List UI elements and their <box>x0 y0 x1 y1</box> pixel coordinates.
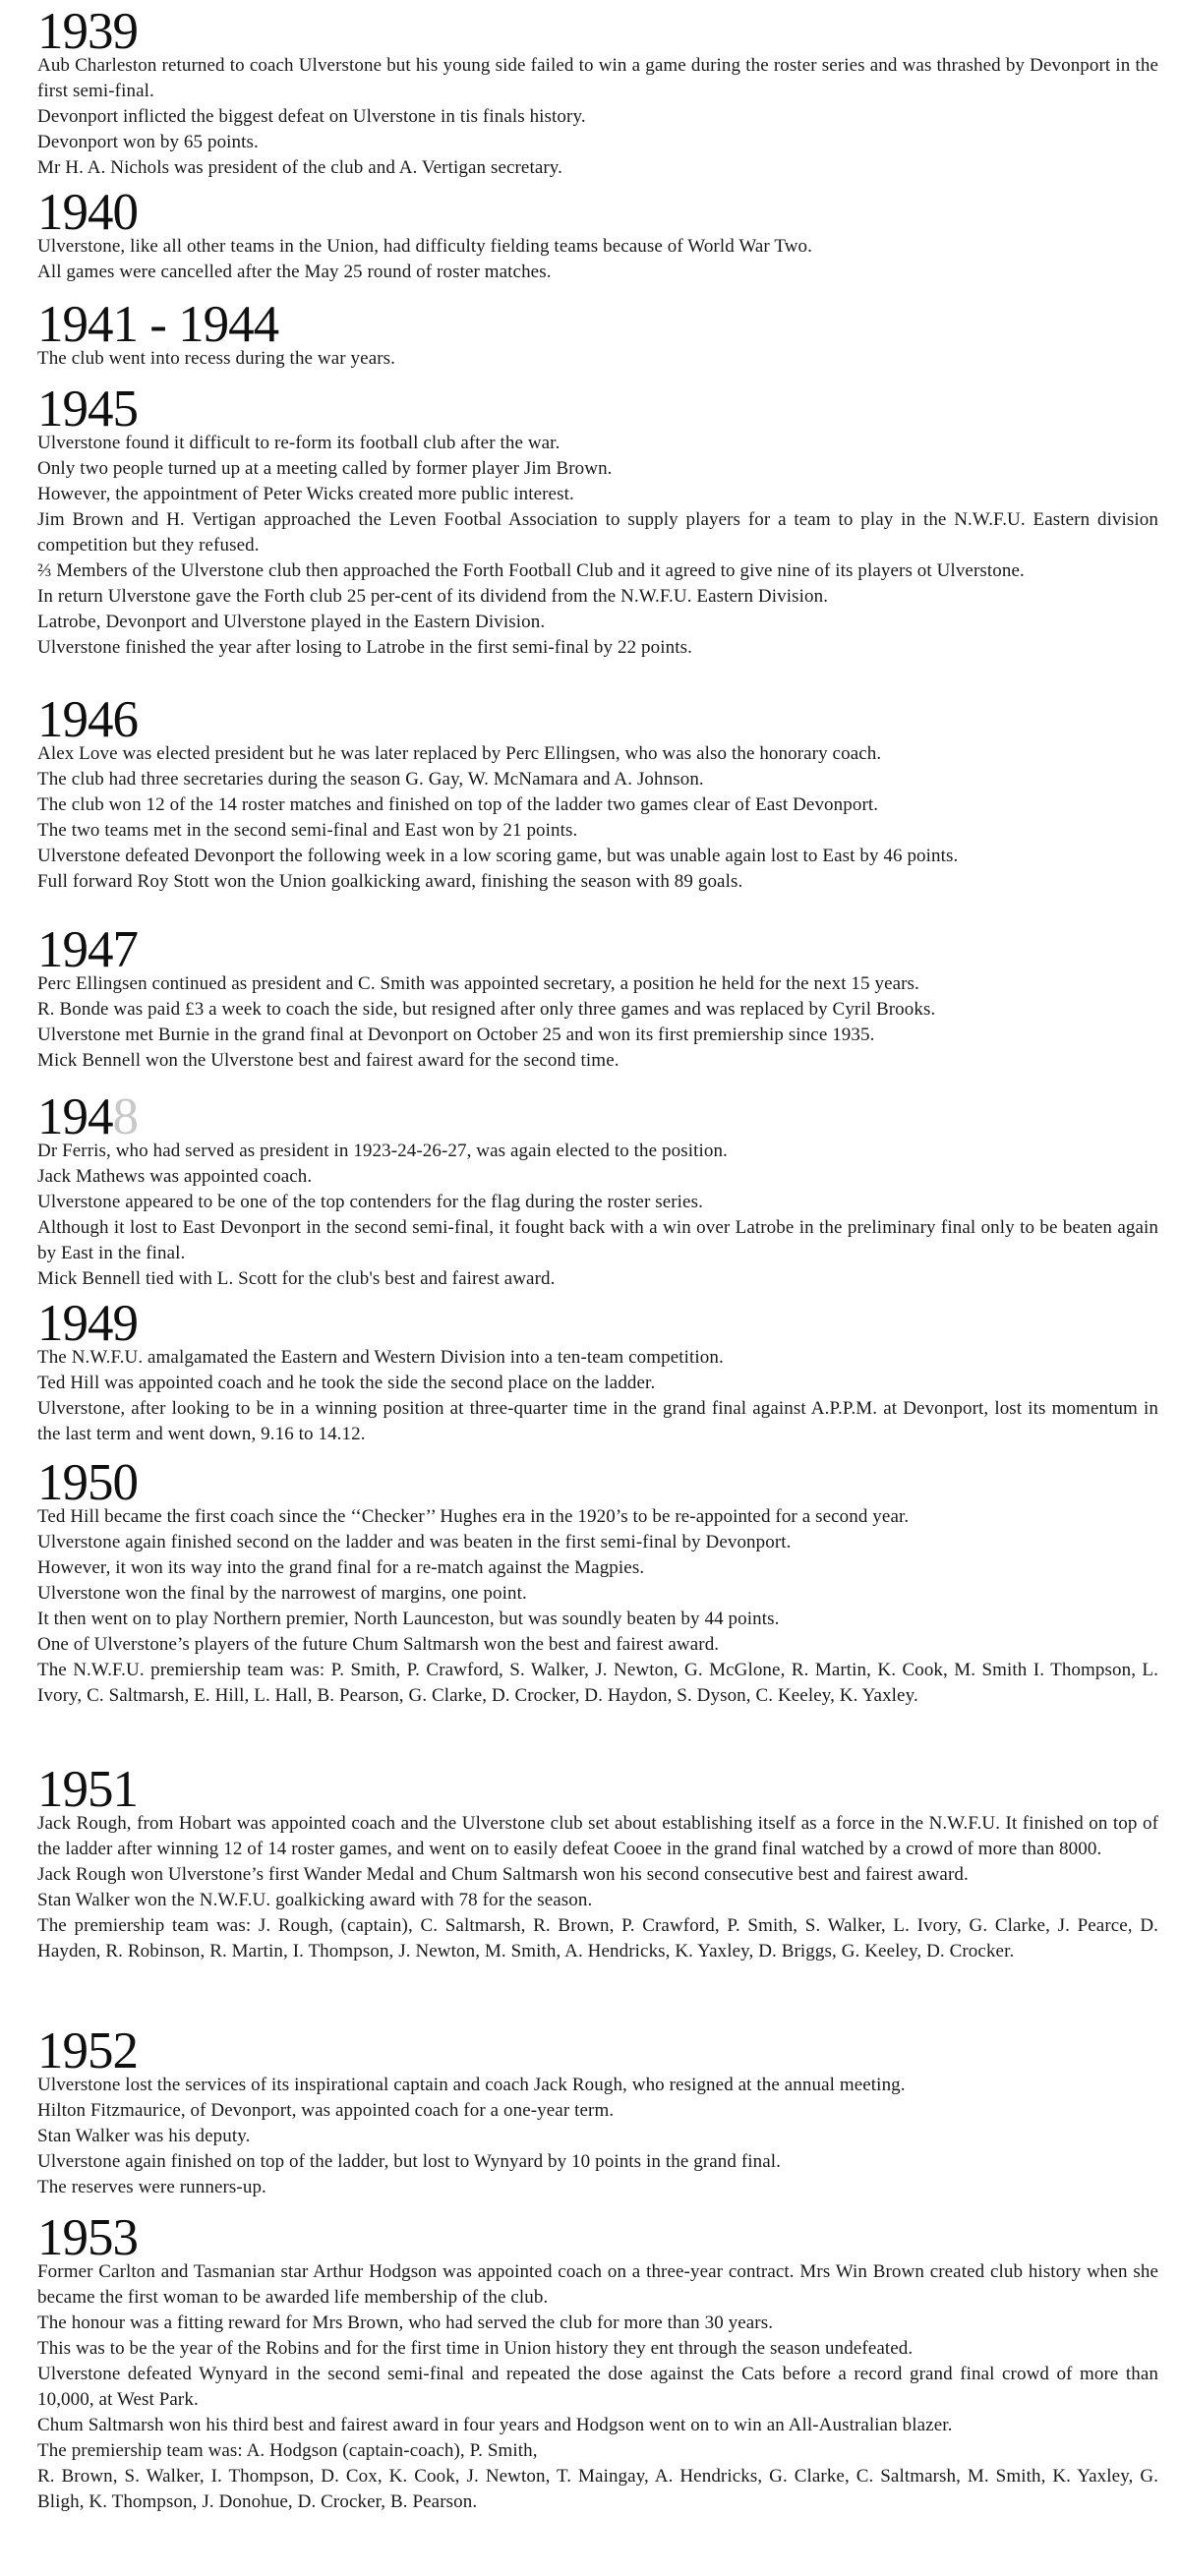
year-heading: 1952 <box>37 2022 138 2079</box>
paragraph: Hilton Fitzmaurice, of Devonport, was appointed coach for a one-year term. <box>37 2100 615 2121</box>
paragraph: It then went on to play Northern premier, North Launceston, but was soundly beaten by 44 points. <box>37 1609 780 1629</box>
paragraph: R. Brown, S. Walker, I. Thompson, D. Cox, K. Cook, J. Newton, T. Maingay, A. Hendricks, G. Clarke, C. Saltmarsh, M. Smith, K. Yaxley, G. Bligh, K. Thompson, J. Donohue, D. Crocker, B. Pearson. <box>37 2466 1158 2512</box>
year-heading: 1949 <box>37 1295 138 1352</box>
paragraph: Aub Charleston returned to coach Ulverstone but his young side failed to win a game during the roster series and was thrashed by Devonport in the first semi-final. <box>37 55 1158 101</box>
year-heading: 1946 <box>37 691 138 748</box>
year-heading: 1941 - 1944 <box>37 296 279 353</box>
section-1945 <box>37 381 1158 661</box>
paragraph: R. Bonde was paid £3 a week to coach the side, but resigned after only three games and was replaced by Cyril Brooks. <box>37 999 936 1020</box>
paragraph: Stan Walker was his deputy. <box>37 2126 251 2146</box>
paragraph: Former Carlton and Tasmanian star Arthur Hodgson was appointed coach on a three-year contract. Mrs Win Brown created club history when she became the first woman to be awarded life membership of the club. <box>37 2261 1158 2308</box>
year-heading-main: 194 <box>37 1088 113 1145</box>
paragraph: Ulverstone, like all other teams in the Union, had difficulty fielding teams because of World War Two. <box>37 236 812 257</box>
paragraph: This was to be the year of the Robins and for the first time in Union history they ent through the season undefeated. <box>37 2338 914 2359</box>
paragraph: The club went into recess during the war years. <box>37 348 395 369</box>
paragraph: Mick Bennell tied with L. Scott for the club's best and fairest award. <box>37 1268 556 1289</box>
paragraph: Full forward Roy Stott won the Union goalkicking award, finishing the season with 89 goals. <box>37 871 743 892</box>
year-heading: 1945 <box>37 381 138 438</box>
paragraph: Devonport inflicted the biggest defeat on Ulverstone in tis finals history. <box>37 106 586 127</box>
section-1939 <box>37 3 1158 181</box>
paragraph: Ulverstone lost the services of its inspirational captain and coach Jack Rough, who resigned at the annual meeting. <box>37 2075 906 2095</box>
section-1949 <box>37 1295 1158 1447</box>
paragraph: The N.W.F.U. premiership team was: P. Smith, P. Crawford, S. Walker, J. Newton, G. McGlone, R. Martin, K. Cook, M. Smith I. Thompson, L. Ivory, C. Saltmarsh, E. Hill, L. Hall, B. Pearson, G. Clarke, D. Crocker, D. Haydon, S. Dyson, C. Keeley, K. Yaxley. <box>37 1660 1158 1706</box>
section-1940 <box>37 184 1158 285</box>
paragraph: In return Ulverstone gave the Forth club 25 per-cent of its dividend from the N.W.F.U. Eastern Division. <box>37 586 829 607</box>
paragraph: Ulverstone met Burnie in the grand final at Devonport on October 25 and won its first premiership since 1935. <box>37 1025 875 1045</box>
paragraph: However, it won its way into the grand final for a re-match against the Magpies. <box>37 1557 645 1578</box>
paragraph: The club had three secretaries during the season G. Gay, W. McNamara and A. Johnson. <box>37 769 704 790</box>
paragraph: Alex Love was elected president but he was later replaced by Perc Ellingsen, who was also the honorary coach. <box>37 743 882 764</box>
paragraph: The club won 12 of the 14 roster matches and finished on top of the ladder two games clear of East Devonport. <box>37 794 879 815</box>
paragraph: The two teams met in the second semi-final and East won by 21 points. <box>37 820 578 841</box>
paragraph: The premiership team was: A. Hodgson (captain-coach), P. Smith, <box>37 2440 538 2461</box>
paragraph: Ulverstone again finished on top of the ladder, but lost to Wynyard by 10 points in the grand final. <box>37 2151 781 2172</box>
paragraph: Dr Ferris, who had served as president in 1923-24-26-27, was again elected to the position. <box>37 1141 728 1161</box>
paragraph: Although it lost to East Devonport in the second semi-final, it fought back with a win over Latrobe in the preliminary final only to be beaten again by East in the final. <box>37 1217 1158 1263</box>
section-1952 <box>37 2022 1158 2200</box>
paragraph: Ulverstone defeated Wynyard in the second semi-final and repeated the dose against the Cats before a record grand final crowd of more than 10,000, at West Park. <box>37 2364 1158 2410</box>
paragraph: The N.W.F.U. amalgamated the Eastern and Western Division into a ten-team competition. <box>37 1347 724 1368</box>
paragraph: Perc Ellingsen continued as president and C. Smith was appointed secretary, a position he held for the next 15 years. <box>37 973 919 994</box>
year-heading: 1939 <box>37 3 138 60</box>
year-heading: 1953 <box>37 2209 138 2266</box>
paragraph: Jack Mathews was appointed coach. <box>37 1166 313 1187</box>
paragraph: Mr H. A. Nichols was president of the club and A. Vertigan secretary. <box>37 157 563 178</box>
section-1947 <box>37 921 1158 1074</box>
year-heading: 1950 <box>37 1454 138 1511</box>
section-1948 <box>37 1088 1158 1292</box>
paragraph: Ulverstone, after looking to be in a winning position at three-quarter time in the grand final against A.P.P.M. at Devonport, lost its momentum in the last term and went down, 9.16 to 14.12. <box>37 1398 1158 1444</box>
paragraph: The premiership team was: J. Rough, (captain), C. Saltmarsh, R. Brown, P. Crawford, P. Smith, S. Walker, L. Ivory, G. Clarke, J. Pearce, D. Hayden, R. Robinson, R. Martin, I. Thompson, J. Newton, M. Smith, A. Hendricks, K. Yaxley, D. Briggs, G. Keeley, D. Crocker. <box>37 1915 1158 1961</box>
paragraph: Ted Hill became the first coach since the ‘‘Checker’’ Hughes era in the 1920’s to be re-appointed for a second year. <box>37 1506 910 1527</box>
paragraph: Ulverstone won the final by the narrowest of margins, one point. <box>37 1583 527 1604</box>
paragraph: Only two people turned up at a meeting called by former player Jim Brown. <box>37 458 613 479</box>
paragraph: Ted Hill was appointed coach and he took the side the second place on the ladder. <box>37 1373 656 1393</box>
paragraph: All games were cancelled after the May 25 round of roster matches. <box>37 262 552 282</box>
paragraph: Mick Bennell won the Ulverstone best and fairest award for the second time. <box>37 1050 620 1071</box>
year-heading: 1940 <box>37 184 138 241</box>
paragraph: One of Ulverstone’s players of the future Chum Saltmarsh won the best and fairest award. <box>37 1634 720 1655</box>
section-1951 <box>37 1761 1158 1964</box>
year-heading <box>37 1088 1158 1145</box>
paragraph: Jack Rough, from Hobart was appointed coach and the Ulverstone club set about establishing itself as a force in the N.W.F.U. It finished on top of the ladder after winning 12 of 14 roster games, and went on to easily defeat Cooee in the grand final watched by a crowd of more than 8000. <box>37 1813 1158 1859</box>
paragraph: Ulverstone finished the year after losing to Latrobe in the first semi-final by 22 points. <box>37 637 692 658</box>
paragraph: Ulverstone appeared to be one of the top contenders for the flag during the roster series. <box>37 1192 703 1212</box>
section-1953 <box>37 2209 1158 2515</box>
paragraph: Jack Rough won Ulverstone’s first Wander Medal and Chum Saltmarsh won his second consecutive best and fairest award. <box>37 1864 969 1885</box>
section-1946 <box>37 691 1158 895</box>
year-heading-faded-digit: 8 <box>112 1088 138 1145</box>
section-1941-1944 <box>37 296 1158 372</box>
paragraph: The reserves were runners-up. <box>37 2177 266 2197</box>
paragraph: Latrobe, Devonport and Ulverstone played in the Eastern Division. <box>37 612 546 632</box>
paragraph: Stan Walker won the N.W.F.U. goalkicking award with 78 for the season. <box>37 1890 593 1910</box>
paragraph: Ulverstone defeated Devonport the following week in a low scoring game, but was unable again lost to East by 46 points. <box>37 846 959 866</box>
paragraph: However, the appointment of Peter Wicks created more public interest. <box>37 484 574 504</box>
section-1950 <box>37 1454 1158 1709</box>
paragraph: Chum Saltmarsh won his third best and fairest award in four years and Hodgson went on to win an All-Australian blazer. <box>37 2415 953 2435</box>
paragraph: Jim Brown and H. Vertigan approached the Leven Footbal Association to supply players for a team to play in the N.W.F.U. Eastern division competition but they refused. <box>37 509 1158 556</box>
year-heading: 1947 <box>37 921 138 978</box>
paragraph: Devonport won by 65 points. <box>37 132 259 152</box>
paragraph: Ulverstone found it difficult to re-form its football club after the war. <box>37 433 560 453</box>
year-heading: 1951 <box>37 1761 138 1818</box>
paragraph: The honour was a fitting reward for Mrs Brown, who had served the club for more than 30 years. <box>37 2313 774 2333</box>
paragraph: Ulverstone again finished second on the ladder and was beaten in the first semi-final by Devonport. <box>37 1532 792 1552</box>
paragraph: ⅔ Members of the Ulverstone club then approached the Forth Football Club and it agreed to give nine of its players ot Ulverstone. <box>37 560 1025 581</box>
